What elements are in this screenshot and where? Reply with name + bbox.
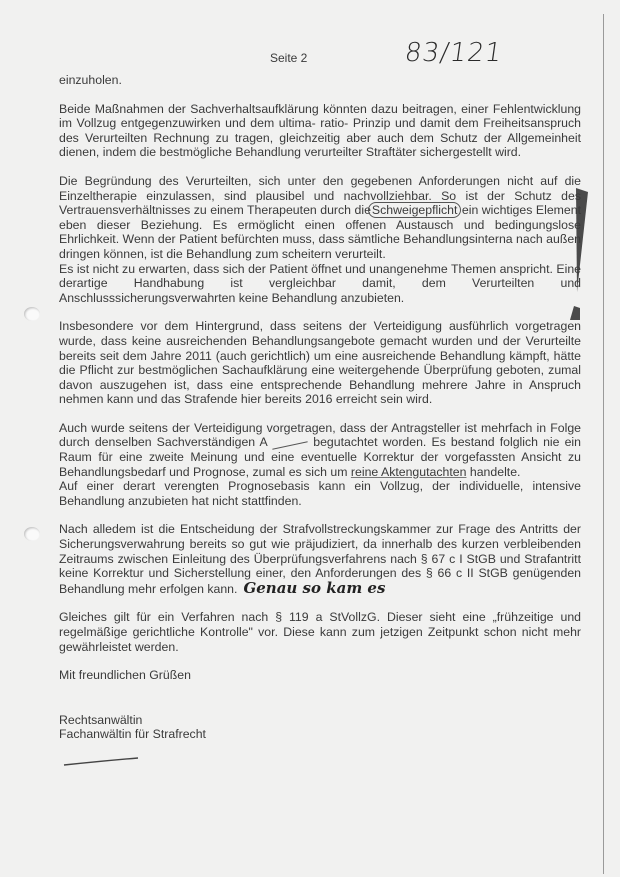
page-label: Seite 2 — [270, 51, 308, 65]
paragraph-5-part-b: begutachtet worden. Es bestand folglich nie ein Raum für eine zweite Meinung und eine eventuelle Korrektur der vorgefassten Ansicht zu Behandlungsbedarf und Prognose, zumal es sich um — [59, 435, 581, 479]
handwritten-folio-number: 83/121 — [402, 38, 505, 68]
redaction-stroke — [272, 442, 307, 450]
paragraph-intro: einzuholen. — [59, 73, 122, 87]
paragraph-2 — [59, 174, 581, 262]
paragraph-7 — [59, 522, 581, 596]
paragraph-5-part-c: handelte. — [469, 464, 521, 479]
paragraph-6: Auf einer derart verengten Prognosebasis kann ein Vollzug, der individuelle, intensive Behandlung anzubieten hat nicht stattfinden. — [59, 479, 581, 508]
signature-title-2: Fachanwältin für Strafrecht — [59, 727, 206, 742]
paragraph-2-part-b: ein wichtiges Element eben dieser Beziehung. Es ermöglicht einen offenen Austausch und bedingungslose Ehrlichkeit. Wenn der Patient befürchten muss, dass sämtliche Behandlungsinterna nach außen dringen können, ist die Behandlung zum scheitern verurteilt. — [59, 203, 582, 261]
paragraph-4: Insbesondere vor dem Hintergrund, dass seitens der Verteidigung ausführlich vorgetragen wurde, dass keine ausreichenden Behandlungsangebote gemacht wurden und der Verurteilte bereits seit dem Jahre 2011 (auch gerichtlich) um eine ausreichende Behandlung kämpft, hätte die Pflicht zur bestmöglichen Sachaufklärung eine weitergehende Überprüfung geboten, zumal davon auszugehen ist, dass eine entsprechende Behandlung mehrere Jahre in Anspruch nehmen kann und das Strafende hier bereits 2016 erreicht sein wird. — [59, 319, 581, 407]
paragraph-1: Beide Maßnahmen der Sachverhaltsaufklärung könnten dazu beitragen, einer Fehlentwicklung im Vollzug entgegenzuwirken und dem ultima- ratio- Prinzip und damit dem Freiheitsanspruch des Verurteilten Rechnung zu tragen, gleichzeitig aber auch dem Schutz der Allgemeinheit dienen, indem die bestmögliche Behandlung verurteilter Straftäter sichergestellt wird. — [59, 101, 581, 160]
paragraph-7-text: Nach alledem ist die Entscheidung der Strafvollstreckungskammer zur Frage des Antritts der Sicherungsverwahrung bereits so gut wie präjudiziert, da innerhalb des kurzen verbleibenden Zeitraums zwischen Einleitung des Überprüfungsverfahrens nach § 67 c I StGB und Strafantritt keine Korrektur und Sicherstellung einer, den Anforderungen des § 66 c II StGB genügenden Behandlung mehr erfolgen kann. — [59, 522, 581, 596]
page-edge-line — [603, 14, 604, 874]
paragraph-5 — [59, 421, 581, 479]
punch-hole-upper — [24, 307, 40, 321]
paragraph-2-part-a: Die Begründung des Verurteilten, sich unter den gegebenen Anforderungen nicht auf die Einzeltherapie einzulassen, sind plausibel und nachvollziehbar. So ist der Schutz des Vertrauensverhältnisses zu einem Therapeuten durch die — [59, 173, 581, 218]
closing: Mit freundlichen Grüßen — [59, 668, 191, 683]
signature-scribble — [62, 757, 140, 767]
circled-word: Schweigepflicht — [368, 202, 461, 218]
signature-title-1: Rechtsanwältin — [59, 712, 143, 727]
punch-hole-lower — [24, 527, 40, 541]
paragraph-8: Gleiches gilt für ein Verfahren nach § 119 a StVollzG. Dieser sieht eine „frühzeitige und regelmäßige gerichtliche Kontrolle" vor. Diese kann zum jetzigen Zeitpunkt schon nicht mehr gewährleistet werden. — [59, 610, 581, 654]
paragraph-3: Es ist nicht zu erwarten, dass sich der Patient öffnet und unangenehme Themen anspricht. Eine derartige Handhabung ist vergleichbar damit, dem Verurteilten und Anschlusssicherungsverwahrten keine Behandlung anzubieten. — [59, 261, 581, 305]
underlined-phrase: reine Aktengutachten — [350, 464, 467, 479]
letter-body — [59, 73, 581, 742]
paragraph-5-part-a: Auch wurde seitens der Verteidigung vorgetragen, dass der Antragsteller ist mehrfach in Folge durch denselben Sachverständigen A — [59, 420, 581, 450]
handwritten-annotation: Genau so kam es — [243, 578, 386, 597]
